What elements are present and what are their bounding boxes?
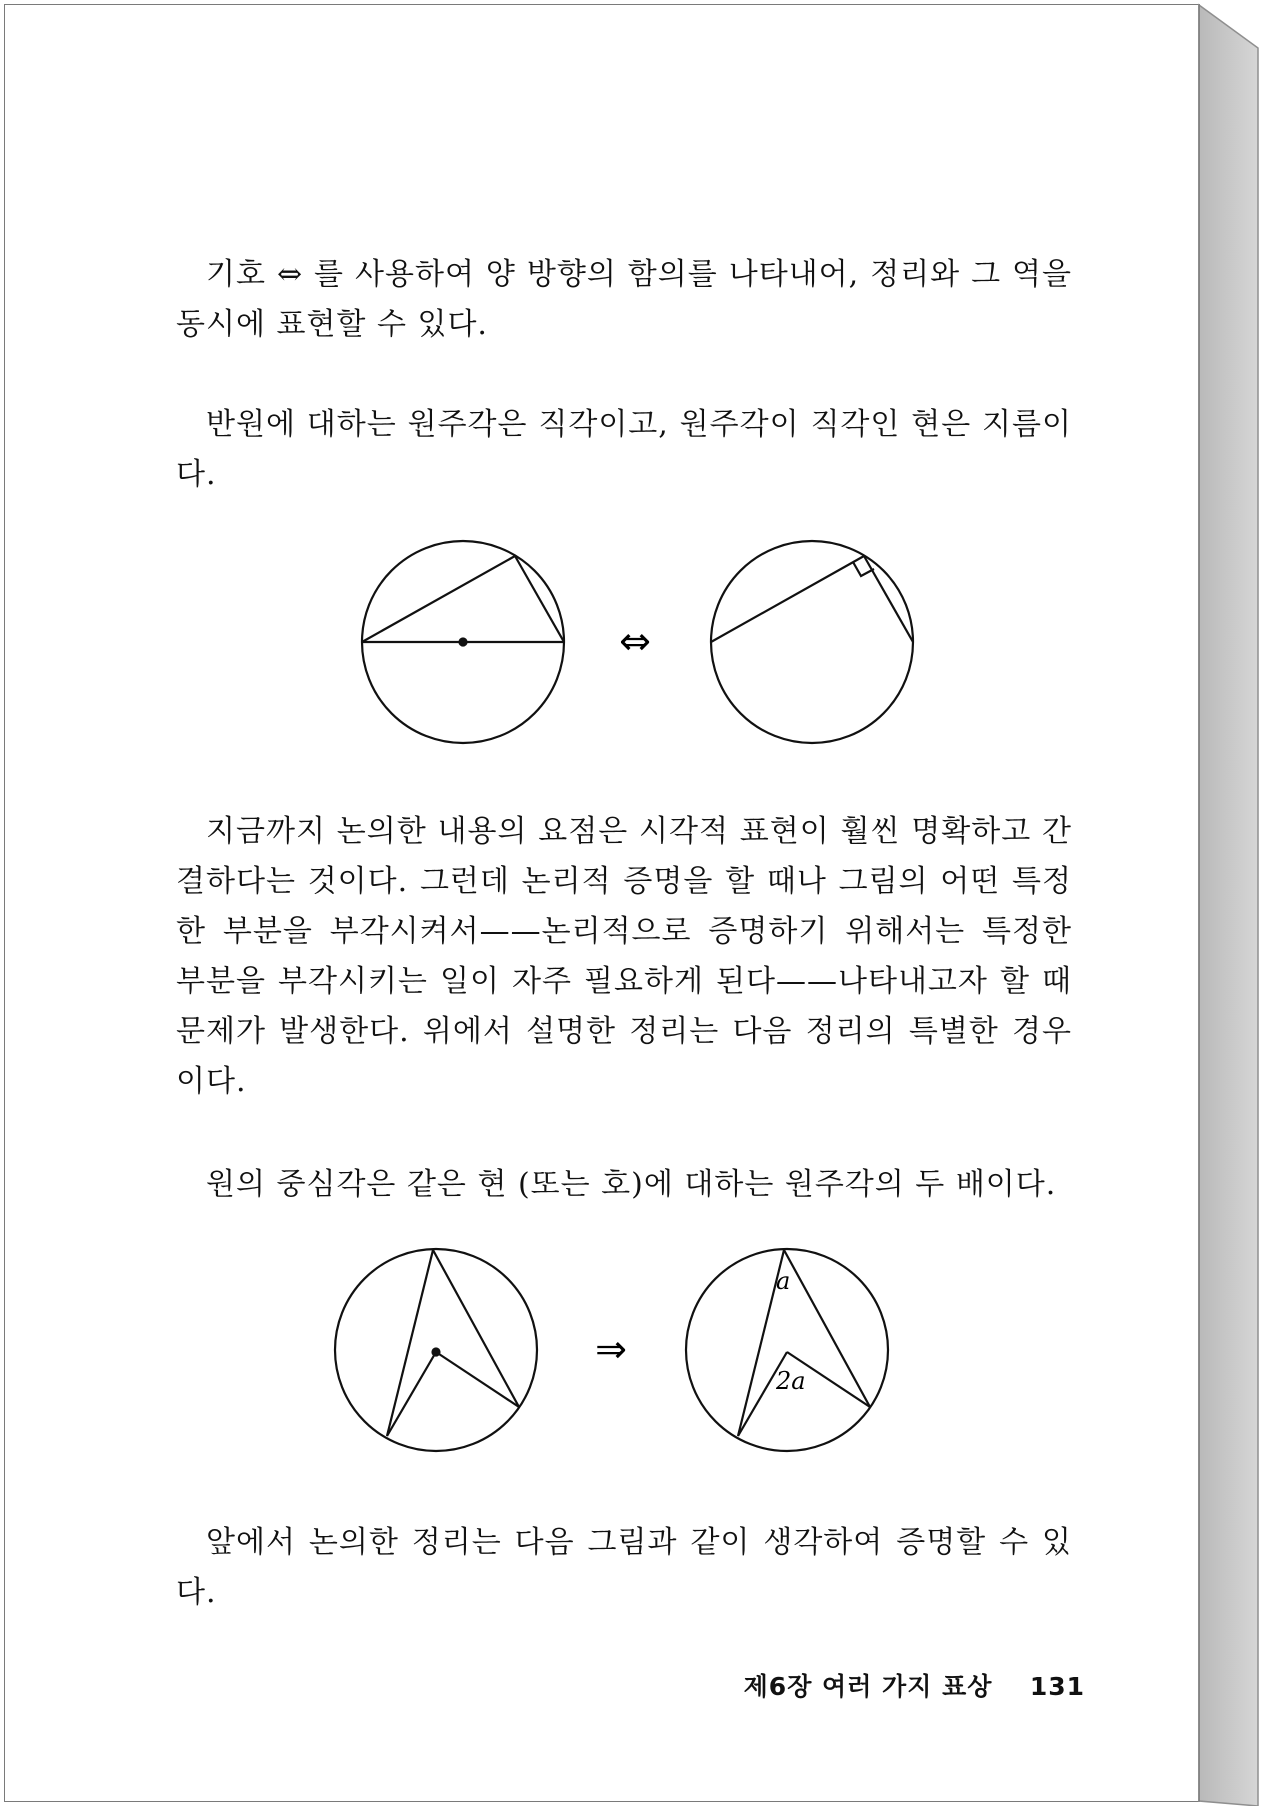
radius-1 — [387, 1352, 436, 1436]
left-circle-diagram-2 — [335, 1249, 537, 1451]
figure-central-angle — [320, 1240, 920, 1470]
figure-semicircle-equivalence — [350, 530, 930, 760]
angle-label-2a: 2a — [776, 1367, 806, 1395]
paragraph-semicircle-theorem: 반원에 대하는 원주각은 직각이고, 원주각이 직각인 현은 지름이다. — [176, 407, 1072, 492]
paragraph-biconditional: 기호 ⇔ 를 사용하여 양 방향의 함의를 나타내어, 정리와 그 역을 동시에 표현할 수 있다. — [176, 257, 1072, 342]
chord-left-2 — [515, 556, 564, 642]
paragraph-proof-intro: 앞에서 논의한 정리는 다음 그림과 같이 생각하여 증명할 수 있다. — [176, 1525, 1072, 1610]
chord-left-1 — [362, 556, 515, 642]
radius-2 — [436, 1352, 519, 1407]
right-circle-diagram — [711, 541, 913, 743]
inscribed-side-2 — [433, 1250, 519, 1407]
paragraph-central-angle-theorem: 원의 중심각은 같은 현 (또는 호)에 대하는 원주각의 두 배이다. — [206, 1167, 1057, 1202]
angle-label-a: a — [776, 1267, 791, 1295]
circle-right — [711, 541, 913, 743]
chord-right-1 — [711, 556, 864, 642]
page-footer — [730, 1667, 1085, 1703]
implies-arrow: ⇒ — [595, 1327, 627, 1371]
chapter-title: 제6장 여러 가지 표상 — [743, 1672, 993, 1701]
inscribed-side-1 — [387, 1250, 433, 1436]
left-circle-diagram — [362, 541, 564, 743]
chord-right-2 — [864, 556, 913, 642]
paragraph-visual-representation: 지금까지 논의한 내용의 요점은 시각적 표현이 훨씬 명확하고 간결하다는 것이다. 그런데 논리적 증명을 할 때나 그림의 어떤 특정한 부분을 부각시켜서——논리적으로 증명하기 위해서는 특정한 부분을 부각시키는 일이 자주 필요하게 된다——나타내고자 할 때 문제가 발생한다. 위에서 설명한 정리는 다음 정리의 특별한 경우이다. — [176, 814, 1072, 1099]
page-number: 131 — [1029, 1672, 1085, 1701]
center-point-left — [460, 639, 467, 646]
center-point-left-2 — [433, 1349, 440, 1356]
equivalence-arrow: ⇔ — [619, 619, 651, 663]
